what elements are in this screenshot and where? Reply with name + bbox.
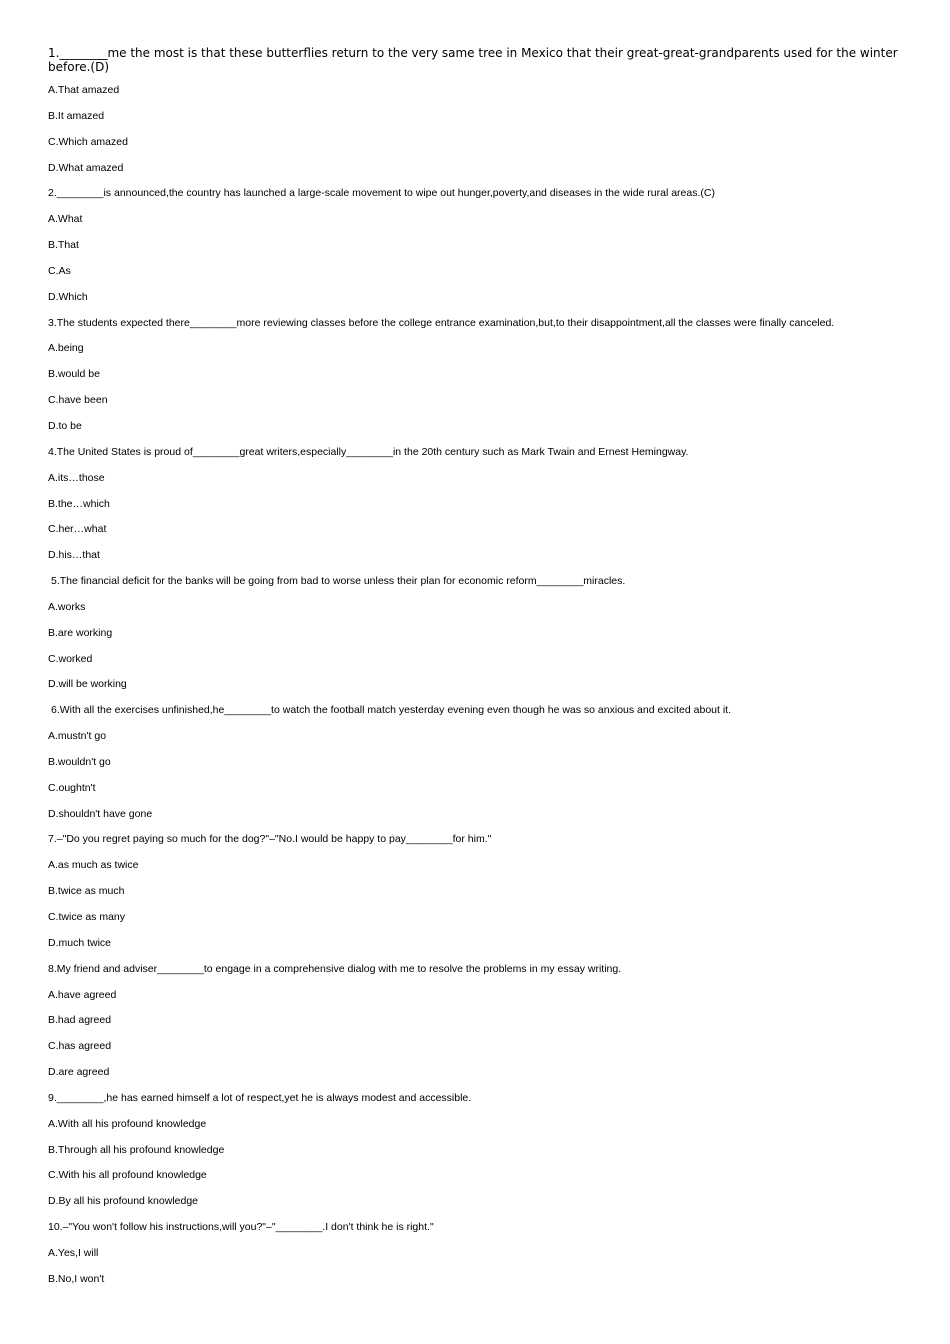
option-b: B.would be (48, 368, 100, 381)
option-d: D.to be (48, 419, 82, 432)
option-c: C.oughtn't (48, 781, 96, 794)
question-7 (48, 831, 898, 960)
option-c: C.have been (48, 394, 108, 407)
question-stem: 8.My friend and adviser________to engage in a comprehensive dialog with me to resolve the problems in my essay writing. (48, 962, 622, 975)
option-a: A.That amazed (48, 84, 120, 96)
question-5 (48, 573, 898, 702)
question-2 (48, 185, 898, 314)
option-d: D.Which (48, 290, 88, 303)
document-page (48, 46, 898, 1297)
question-9 (48, 1090, 898, 1219)
option-c: C.As (48, 264, 71, 277)
question-4 (48, 444, 898, 573)
option-c: C.With his all profound knowledge (48, 1169, 207, 1182)
question-6 (48, 702, 898, 831)
question-stem: 4.The United States is proud of________great writers,especially________in the 20th century such as Mark Twain and Ernest Hemingway. (48, 445, 689, 458)
option-b: B.had agreed (48, 1014, 112, 1027)
option-b: B.No,I won't (48, 1272, 105, 1285)
option-a: A.being (48, 342, 84, 355)
question-10 (48, 1219, 898, 1297)
option-b: B.That (48, 239, 79, 252)
option-a: A.its…those (48, 471, 105, 484)
option-d: D.What amazed (48, 161, 124, 174)
option-a: A.With all his profound knowledge (48, 1117, 207, 1130)
question-stem: 2.________is announced,the country has launched a large-scale movement to wipe out hunger,poverty,and diseases in the wide rural areas.(C) (48, 187, 715, 200)
option-d: D.shouldn't have gone (48, 807, 153, 820)
option-d: D.much twice (48, 936, 112, 949)
question-stem: 6.With all the exercises unfinished,he________to watch the football match yesterday evening even though he was so anxious and excited about it. (51, 704, 732, 717)
option-b: B.the…which (48, 497, 110, 510)
question-stem: 9.________,he has earned himself a lot of respect,yet he is always modest and accessible. (48, 1091, 472, 1104)
option-b: B.twice as much (48, 885, 125, 898)
option-a: A.as much as twice (48, 859, 139, 872)
question-stem: 10.–"You won't follow his instructions,will you?"–"________.I don't think he is right." (48, 1221, 434, 1234)
option-a: A.What (48, 213, 83, 226)
option-d: D.his…that (48, 549, 100, 562)
option-c: C.Which amazed (48, 135, 128, 148)
option-a: A.Yes,I will (48, 1246, 99, 1259)
option-c: C.has agreed (48, 1040, 112, 1053)
question-stem: 1.________me the most is that these butterflies return to the very same tree in Mexico that their great-great-grandparents used for the winter before.(D) (48, 46, 898, 74)
question-stem: 5.The financial deficit for the banks will be going from bad to worse unless their plan for economic reform________miracles. (51, 575, 626, 588)
option-d: D.will be working (48, 678, 127, 691)
option-b: B.Through all his profound knowledge (48, 1143, 225, 1156)
option-d: D.By all his profound knowledge (48, 1195, 199, 1208)
question-stem: 3.The students expected there________more reviewing classes before the college entrance examination,but,to their disappointment,all the classes were finally canceled. (48, 316, 835, 329)
option-b: B.wouldn't go (48, 755, 111, 768)
option-a: A.works (48, 600, 86, 613)
question-8 (48, 961, 898, 1090)
option-c: C.twice as many (48, 911, 126, 923)
option-a: A.have agreed (48, 988, 117, 1001)
option-c: C.her…what (48, 523, 107, 536)
option-a: A.mustn't go (48, 730, 107, 743)
question-3 (48, 315, 898, 444)
option-b: B.are working (48, 626, 113, 639)
option-d: D.are agreed (48, 1066, 110, 1079)
option-b: B.It amazed (48, 109, 105, 122)
question-stem: 7.–"Do you regret paying so much for the dog?"–"No.I would be happy to pay________for him." (48, 833, 492, 846)
option-c: C.worked (48, 652, 93, 665)
question-1 (48, 46, 898, 185)
